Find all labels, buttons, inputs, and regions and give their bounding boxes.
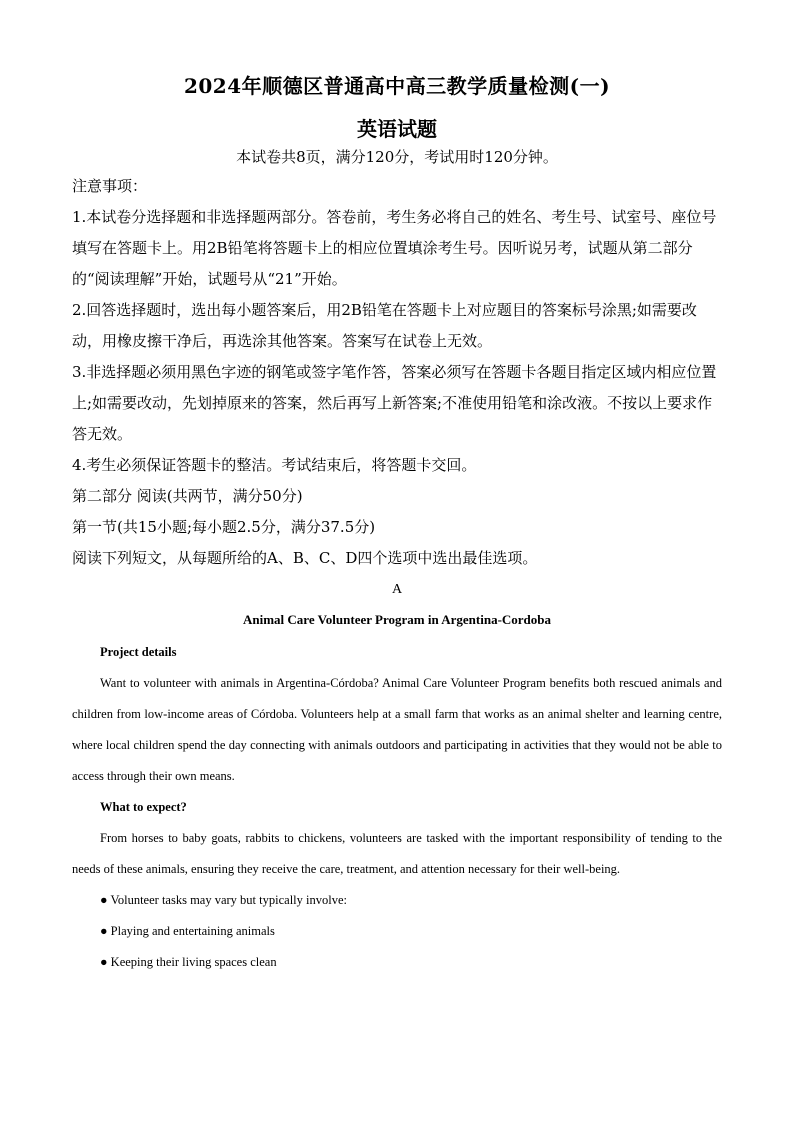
bullet-item: ● Volunteer tasks may vary but typically involve: <box>100 893 347 907</box>
section-instruction: 阅读下列短文，从每题所给的A、B、C、D四个选项中选出最佳选项。 <box>72 549 538 567</box>
expect-heading: What to expect? <box>100 800 187 814</box>
note-item-1: 1.本试卷分选择题和非选择题两部分。答卷前，考生务必将自己的姓名、考生号、试室号、座位号填写在答题卡上。用2B铅笔将答题卡上的相应位置填涂考生号。因听说另考，试题从第二部分的“阅读理解”开始，试题号从“21”开始。 <box>72 208 717 288</box>
part-heading: 第二部分 阅读(共两节，满分50分) <box>72 487 303 505</box>
note-item-3: 3.非选择题必须用黑色字迹的钢笔或签字笔作答，答案必须写在答题卡各题目指定区域内相应位置上;如需要改动，先划掉原来的答案，然后再写上新答案;不准使用铅笔和涂改液。不按以上要求作答无效。 <box>72 363 717 443</box>
note-item-4: 4.考生必须保证答题卡的整洁。考试结束后，将答题卡交回。 <box>72 456 477 474</box>
project-heading: Project details <box>100 645 177 659</box>
passage-body <box>72 637 722 978</box>
bullet-item: ● Keeping their living spaces clean <box>100 955 277 969</box>
passage-title: Animal Care Volunteer Program in Argentina-Cordoba <box>242 612 552 627</box>
expect-paragraph: From horses to baby goats, rabbits to chickens, volunteers are tasked with the important responsibility of tending to the needs of these animals, ensuring they receive the care, treatment, and attention necessary for their well-being. <box>72 831 722 876</box>
notes-heading: 注意事项： <box>72 177 148 195</box>
exam-title: 2024年顺德区普通高中高三教学质量检测(一) <box>183 74 611 98</box>
exam-meta: 本试卷共8页，满分120分，考试用时120分钟。 <box>236 148 558 166</box>
section-heading: 第一节(共15小题;每小题2.5分，满分37.5分) <box>72 518 376 536</box>
bullet-item: ● Playing and entertaining animals <box>100 924 275 938</box>
notes-section <box>72 171 722 574</box>
project-paragraph: Want to volunteer with animals in Argentina-Córdoba? Animal Care Volunteer Program benefits both rescued animals and children from low-income areas of Córdoba. Volunteers help at a small farm that works as an animal shelter and learning centre, where local children spend the day connecting with animals outdoors and participating in activities that they would not be able to access through their own means. <box>72 676 722 783</box>
note-item-2: 2.回答选择题时，选出每小题答案后，用2B铅笔在答题卡上对应题目的答案标号涂黑;如需要改动，用橡皮擦干净后，再选涂其他答案。答案写在试卷上无效。 <box>72 301 697 350</box>
exam-subtitle: 英语试题 <box>357 117 437 141</box>
passage-letter: A <box>391 582 403 597</box>
